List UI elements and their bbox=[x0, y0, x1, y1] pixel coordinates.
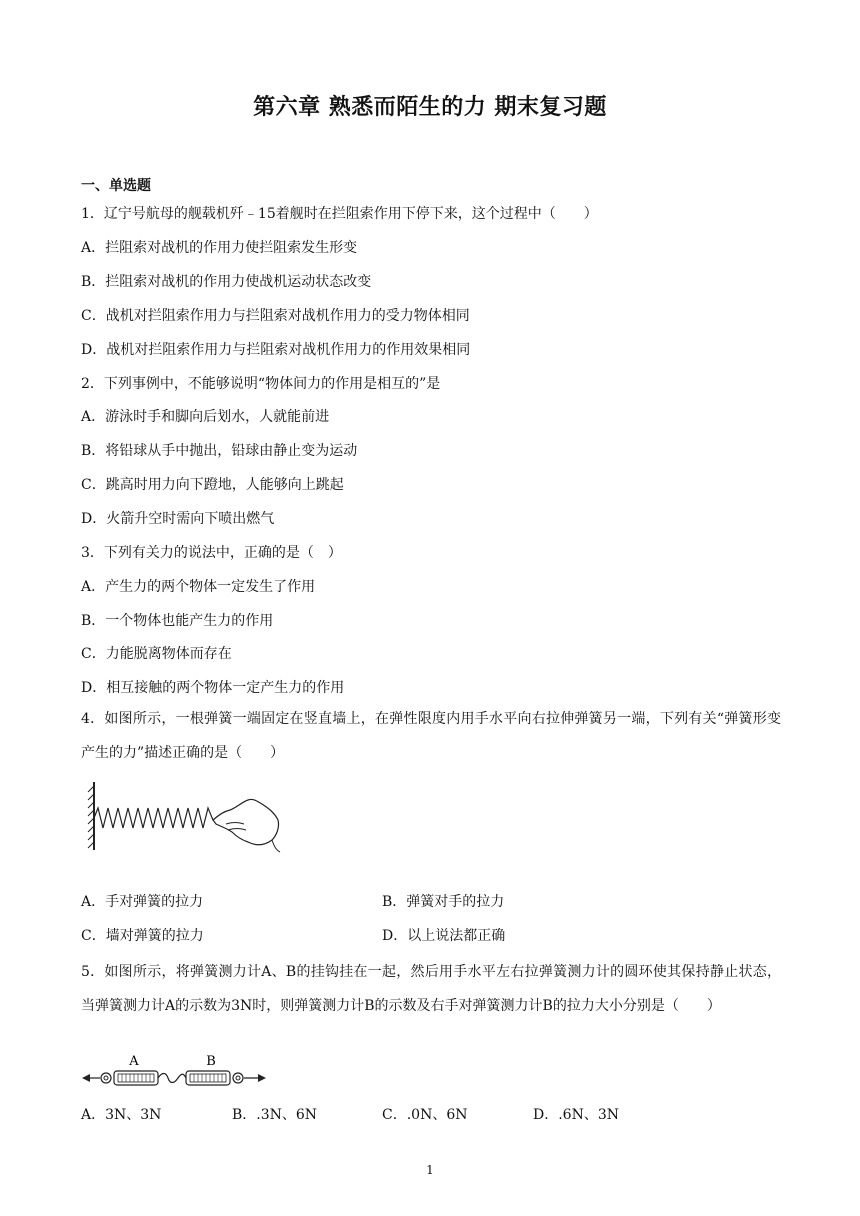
question-3-stem: 3．下列有关力的说法中，正确的是（ ） bbox=[81, 545, 342, 561]
question-4-option-b: B．弹簧对手的拉力 bbox=[382, 894, 505, 910]
question-4-option-c: C．墙对弹簧的拉力 bbox=[81, 928, 204, 944]
scale-b-label: B bbox=[206, 1054, 216, 1069]
question-2-option-d: D．火箭升空时需向下喷出燃气 bbox=[81, 511, 275, 527]
question-3-option-c: C．力能脱离物体而存在 bbox=[81, 646, 232, 662]
question-1-option-a: A．拦阻索对战机的作用力使拦阻索发生形变 bbox=[81, 240, 358, 256]
question-5-option-c: C．.0N、6N bbox=[382, 1107, 468, 1123]
question-2-option-a: A．游泳时手和脚向后划水，人就能前进 bbox=[81, 409, 330, 425]
scale-a-label: A bbox=[129, 1054, 139, 1069]
question-5-option-a: A．3N、3N bbox=[81, 1107, 162, 1123]
question-1-stem: 1．辽宁号航母的舰载机歼﹣15着舰时在拦阻索作用下停下来，这个过程中（ ） bbox=[81, 206, 598, 222]
page-title: 第六章 熟悉而陌生的力 期末复习题 bbox=[253, 95, 607, 120]
question-4-option-a: A．手对弹簧的拉力 bbox=[81, 894, 204, 910]
page-number: 1 bbox=[426, 1163, 434, 1177]
question-1-option-c: C．战机对拦阻索作用力与拦阻索对战机作用力的受力物体相同 bbox=[81, 308, 470, 324]
question-2-stem: 2．下列事例中，不能够说明“物体间力的作用是相互的”是 bbox=[81, 376, 441, 392]
question-4-option-d: D．以上说法都正确 bbox=[382, 928, 506, 944]
question-5-option-d: D．.6N、3N bbox=[533, 1107, 619, 1123]
question-1-option-d: D．战机对拦阻索作用力与拦阻索对战机作用力的作用效果相同 bbox=[81, 342, 471, 358]
question-2-option-c: C．跳高时用力向下蹬地，人能够向上跳起 bbox=[81, 477, 344, 493]
question-3-option-d: D．相互接触的两个物体一定产生力的作用 bbox=[81, 680, 345, 696]
question-3-option-a: A．产生力的两个物体一定发生了作用 bbox=[81, 579, 316, 595]
question-5-option-b: B．.3N、6N bbox=[232, 1107, 318, 1123]
spring-scales-figure bbox=[80, 1054, 270, 1094]
question-3-option-b: B．一个物体也能产生力的作用 bbox=[81, 613, 274, 629]
question-1-option-b: B．拦阻索对战机的作用力使战机运动状态改变 bbox=[81, 274, 372, 290]
question-2-option-b: B．将铅球从手中抛出，铅球由静止变为运动 bbox=[81, 443, 358, 459]
spring-wall-hand-figure bbox=[86, 780, 286, 854]
section-heading: 一、单选题 bbox=[81, 178, 151, 194]
question-5-stem: 5．如图所示，将弹簧测力计A、B的挂钩挂在一起，然后用手水平左右拉弹簧测力计的圆环使其保持静止状态，当弹簧测力计A的示数为3N时，则弹簧测力计B的示数及右手对弹簧测力计B的拉力大小分别是（ ） bbox=[81, 964, 781, 1014]
question-4-stem: 4．如图所示，一根弹簧一端固定在竖直墙上，在弹性限度内用手水平向右拉伸弹簧另一端，下列有关“弹簧形变产生的力”描述正确的是（ ） bbox=[81, 711, 781, 761]
